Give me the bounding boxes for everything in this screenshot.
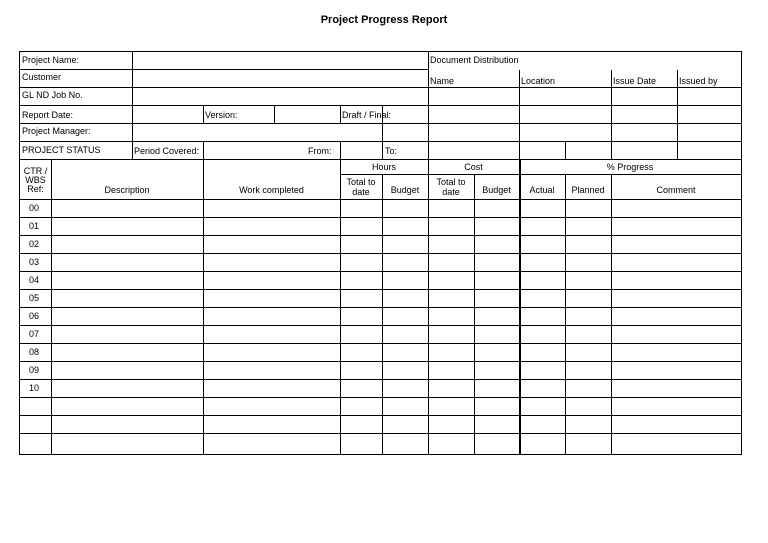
row-divider [20, 307, 741, 308]
col-divider [203, 106, 204, 124]
row-divider [20, 87, 741, 88]
cost-total-to-date-header [428, 177, 474, 197]
distribution-location-header: Location [521, 76, 556, 86]
customer-label: Customer [22, 72, 62, 82]
distribution-issued-by-header: Issued by [679, 76, 718, 86]
row-divider [20, 343, 741, 344]
description-header: Description [104, 185, 150, 195]
ref-cell: 09 [29, 365, 40, 375]
ref-cell: 05 [29, 293, 40, 303]
col-divider [203, 160, 204, 454]
row-divider [20, 379, 741, 380]
distribution-issue-date-header: Issue Date [613, 76, 657, 86]
col-divider [274, 106, 275, 124]
col-divider [565, 175, 566, 454]
row-divider [20, 415, 741, 416]
cost-budget-header: Budget [482, 185, 511, 195]
project-status-label: PROJECT STATUS [22, 145, 101, 155]
draft-final-label: Draft / Final: [342, 110, 392, 120]
row-divider [20, 123, 741, 124]
ref-header-line: Ref: [27, 184, 44, 194]
header-line: Total to [346, 177, 376, 187]
ref-cell: 03 [29, 257, 40, 267]
row-divider [20, 217, 741, 218]
progress-header: % Progress [606, 162, 654, 172]
col-divider [565, 142, 566, 159]
ref-cell: 06 [29, 311, 40, 321]
job-no-label: GL ND Job No. [22, 90, 83, 100]
col-divider [611, 175, 612, 454]
ref-cell: 00 [29, 203, 40, 213]
hours-budget-header: Budget [390, 185, 420, 195]
row-divider [20, 105, 741, 106]
col-divider [519, 160, 521, 454]
comment-header: Comment [656, 185, 696, 195]
ref-cell: 01 [29, 221, 40, 231]
col-divider [340, 160, 341, 454]
distribution-name-header: Name [430, 76, 455, 86]
ref-cell: 04 [29, 275, 40, 285]
col-divider [611, 70, 612, 159]
row-divider [20, 253, 741, 254]
row-divider [340, 174, 519, 175]
row-divider [20, 235, 741, 236]
work-completed-header: Work completed [239, 185, 304, 195]
row-divider [20, 271, 741, 272]
header-grid [19, 51, 742, 160]
col-divider [428, 160, 429, 454]
ref-cell: 08 [29, 347, 40, 357]
ref-column-header [20, 167, 51, 194]
project-name-label: Project Name: [22, 55, 80, 65]
period-covered-label: Period Covered: [134, 146, 200, 156]
ref-cell: 02 [29, 239, 40, 249]
row-divider [20, 397, 741, 398]
row-divider [20, 325, 741, 326]
hours-header: Hours [371, 162, 396, 172]
col-divider [340, 106, 341, 124]
row-divider [20, 289, 741, 290]
cost-header: Cost [464, 162, 483, 172]
col-divider [51, 160, 52, 454]
hours-total-to-date-header [340, 177, 382, 197]
header-line: date [352, 187, 370, 197]
ref-header-line: WBS [25, 175, 46, 185]
project-manager-label: Project Manager: [22, 126, 91, 136]
col-divider [382, 175, 383, 454]
ref-cell: 10 [29, 383, 40, 393]
row-divider [20, 69, 428, 70]
col-divider [677, 70, 678, 159]
header-line: date [442, 187, 460, 197]
distribution-title: Document Distribution [430, 55, 519, 65]
header-line: Total to [436, 177, 466, 187]
version-label: Version: [205, 110, 238, 120]
row-divider [20, 433, 741, 434]
row-divider [519, 174, 741, 175]
row-divider [20, 361, 741, 362]
col-divider [519, 70, 520, 159]
ref-cell: 07 [29, 329, 40, 339]
col-divider [428, 52, 429, 159]
to-label: To: [385, 146, 398, 156]
progress-table [19, 159, 742, 455]
actual-header: Actual [529, 185, 555, 195]
ref-header-line: CTR / [23, 166, 48, 176]
col-divider [132, 52, 133, 159]
col-divider [340, 142, 341, 159]
from-label: From: [308, 146, 332, 156]
row-divider [20, 141, 741, 142]
planned-header: Planned [571, 185, 605, 195]
col-divider [474, 175, 475, 454]
row-divider [20, 199, 741, 200]
page-title: Project Progress Report [320, 14, 448, 26]
col-divider [203, 142, 204, 159]
report-date-label: Report Date: [22, 110, 74, 120]
